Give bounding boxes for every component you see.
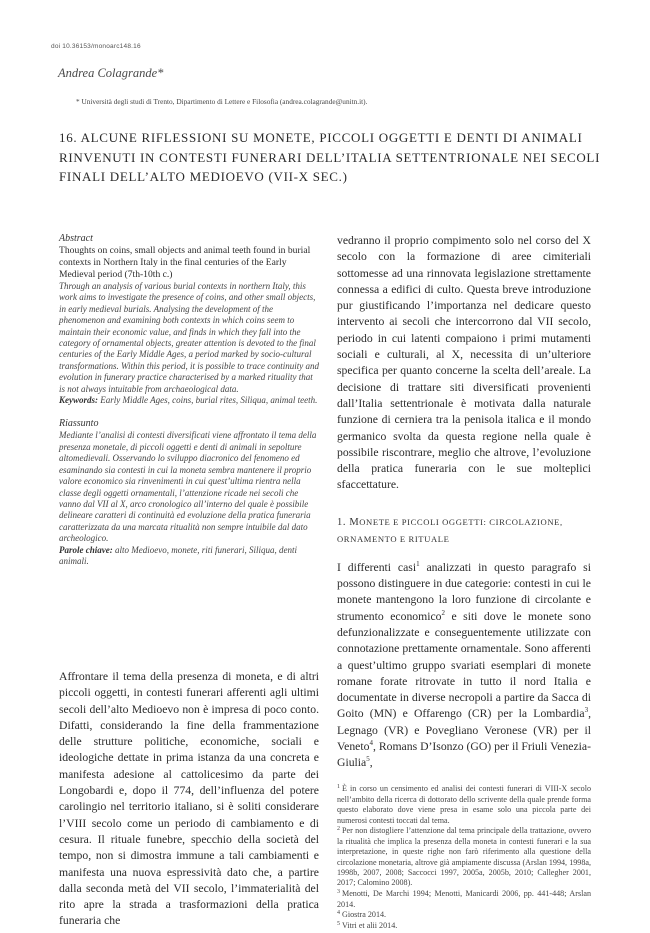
keywords-label: Keywords: — [59, 395, 98, 406]
abstract-title: Thoughts on coins, small objects and animal teeth found in burial contexts in Northern Italy in the final centuries of the Early Medieval period (7th-10th c.) — [59, 245, 311, 280]
body-right-column — [337, 233, 591, 933]
text-run: I differenti casi — [337, 560, 417, 574]
doi: doi 10.36153/monoarc148.16 — [51, 43, 141, 50]
footnote-text: Vitri et alii 2014. — [342, 921, 398, 931]
footnote — [337, 784, 591, 826]
abstract-keywords — [59, 395, 319, 406]
author-affiliation: * Università degli studi di Trento, Dipartimento di Lettere e Filosofia (andrea.colagrande@unitn.it). — [76, 97, 368, 106]
footnote-number: 5 — [337, 921, 340, 928]
section-number: 1. — [337, 516, 347, 528]
section-paragraph — [337, 560, 591, 772]
riassunto-keywords — [59, 545, 319, 568]
footnote-number: 2 — [337, 825, 340, 832]
footnote-number: 3 — [337, 888, 340, 895]
footnote-text: Giostra 2014. — [342, 910, 387, 920]
footnote — [337, 910, 591, 921]
riassunto-text: Mediante l’analisi di contesti diversificati viene affrontato il tema della presenza monetale, di piccoli oggetti e denti di animali in sepolture altomedievali. Osservando lo sviluppo diacronico del fenomeno ed esaminando sia contesti in cui la moneta sembra mantenere il proprio valore economico sia rinvenimenti in cui quest’ultima rientra nella classe degli oggetti ornamentali, l’attenzione ricade nei secoli che vanno dal VII al X, arco cronologico all’interno del quale è possibile delineare caratteri di continuità ed evoluzione della pratica funeraria caratterizzata da una marcata ritualità non sempre intuibile dal dato archeologico. — [59, 430, 317, 544]
body-left — [59, 669, 319, 930]
footnote-text: È in corso un censimento ed analisi dei contesti funerari di VIII-X secolo nell’ambito della ricerca di dottorato dello scrivente della quale prende forma questo elaborato dove viene presa in esame solo una piccola parte dei numerosi contesti toccati dal tema. — [337, 783, 591, 825]
footnote-number: 4 — [337, 910, 340, 917]
text-run: analizzati in questo paragrafo si possono distinguere in due categorie: contesti in cui le monete mantengono la loro funzione di circolante e strumento economico — [337, 560, 591, 623]
section-title-rest: ONETE E PICCOLI OGGETTI: CIRCOLAZIONE, ORNAMENTO E RITUALE — [337, 516, 563, 544]
footnote-ref-5[interactable]: 5 — [366, 755, 370, 764]
footnotes — [337, 784, 591, 933]
footnote-text: Per non distogliere l’attenzione dal tema principale della trattazione, ovvero la ritualità che implica la presenza della moneta in contesti funerari e la sua interpretazione, in queste righe non farò riferimento alla questione della circolazione monetaria, altrove già ampiamente discussa (Arslan 1994, 1998a, 1998b, 2007, 2008; Saccocci 1997, 2005a, 2005b, 2010; Callegher 2001, 2017; Calomino 2008). — [337, 825, 591, 888]
text-run: e siti dove le monete sono defunzionalizzate e conseguentemente utilizzate con connotazione prettamente ornamentale. Sono afferenti a quest’ultimo gruppo svariati esemplari di monete romane forate ritrovate in tutto il nord Italia e documentate in diverse necropoli a partire da Sacca di Goito (MN) e Offarengo (CR) per la Lombardia — [337, 609, 591, 721]
body-paragraph-left: Affrontare il tema della presenza di moneta, e di altri piccoli oggetti, in contesti funerari afferenti agli ultimi secoli dell’alto Medioevo non è impresa di poco conto. Difatti, considerando la fine della frammentazione delle strutture politiche, economiche, sociali e ideologiche dettate in prima istanza da una concreta e manifesta adesione al cattolicesimo da parte dei Longobardi e, dopo il 774, dell’influenza del potere carolingio nel territorio italiano, si è soliti considerare l’VIII secolo come un periodo di cambiamento e di cesura. Il rituale funebre, specchio della società del tempo, non si dimostra immune a tali cambiamenti e manifesta una nuova espressività dato che, a partire dalla seconda metà del VII secolo, l’immaterialità del rito apre la strada a trasformazioni della pratica funeraria che — [59, 670, 319, 928]
text-run: , Legnago (VR) e Povegliano Veronese (VR) per il Veneto — [337, 707, 591, 754]
abstract-text: Through an analysis of various burial contexts in northern Italy, this work aims to investigate the presence of coins, and other small objects, in early medieval burials. Analysing the development of the phenomenon and examining both contexts in which coins seem to maintain their economic value, and finds in which they fall into the category of ornamental objects, greater attention is devoted to the final centuries of the Early Middle Ages, a period marked by socio-cultural transformations. Within this period, it is possible to trace continuity and evolution in funerary practice characterised by a marked rituality that is not always intuitable from archaeological data. — [59, 281, 320, 394]
footnote-ref-1[interactable]: 1 — [416, 559, 420, 568]
footnote-number: 1 — [337, 783, 340, 790]
author-name: Andrea Colagrande* — [58, 66, 164, 80]
text-run: , Romans D’Isonzo (GO) per il Friuli Venezia-Giulia — [337, 740, 591, 770]
footnote-ref-2[interactable]: 2 — [441, 608, 445, 617]
paper-title: 16. ALCUNE RIFLESSIONI SU MONETE, PICCOLI OGGETTI E DENTI DI ANIMALI RINVENUTI IN CONTESTI FUNERARI DELL’ITALIA SETTENTRIONALE NEI SECOLI FINALI DELL’ALTO MEDIOEVO (VII-X SEC.) — [59, 130, 601, 185]
footnote — [337, 889, 591, 911]
riassunto-heading: Riassunto — [59, 418, 99, 430]
abstract-heading: Abstract — [59, 233, 93, 244]
parole-chiave-text: alto Medioevo, monete, riti funerari, Siliqua, denti animali. — [59, 544, 297, 566]
footnote-ref-4[interactable]: 4 — [369, 739, 373, 748]
section-heading — [337, 514, 591, 548]
footnote-text: Menotti, De Marchi 1994; Menotti, Manicardi 2006, pp. 441-448; Arslan 2014. — [337, 888, 591, 909]
abstract-column — [59, 233, 319, 567]
body-paragraph-right: vedranno il proprio compimento solo nel corso del X secolo con la formazione di aree cimiteriali sottomesse ad una rinnovata legislazione strettamente connessa a edifici di culto. Questa breve introduzione pur giustificando l’importanza nel dedicare questo intervento ai secoli che intercorrono dal VII secolo, periodo in cui latenti compaiono i primi mutamenti sociali e culturali, al X, necessita di un’ulteriore specifica per quanto concerne la scelta dell’areale. La decisione di trattare siti diversificati provenienti dall’Italia settentrionale è motivata dalla naturale funzione di cerniera tra la penisola italica e il mondo germanico svolta da questa regione nella quale è possibile riscontrare, meglio che altrove, l’evoluzione della pratica funeraria con le sue molteplici sfaccettature. — [337, 234, 591, 492]
footnote — [337, 826, 591, 889]
section-first-letter: M — [349, 516, 360, 528]
keywords-text: Early Middle Ages, coins, burial rites, Siliqua, animal teeth. — [100, 395, 318, 406]
footnote-ref-3[interactable]: 3 — [584, 706, 589, 715]
text-run: , — [369, 756, 373, 770]
parole-chiave-label: Parole chiave: — [59, 544, 113, 555]
footnote — [337, 921, 591, 932]
